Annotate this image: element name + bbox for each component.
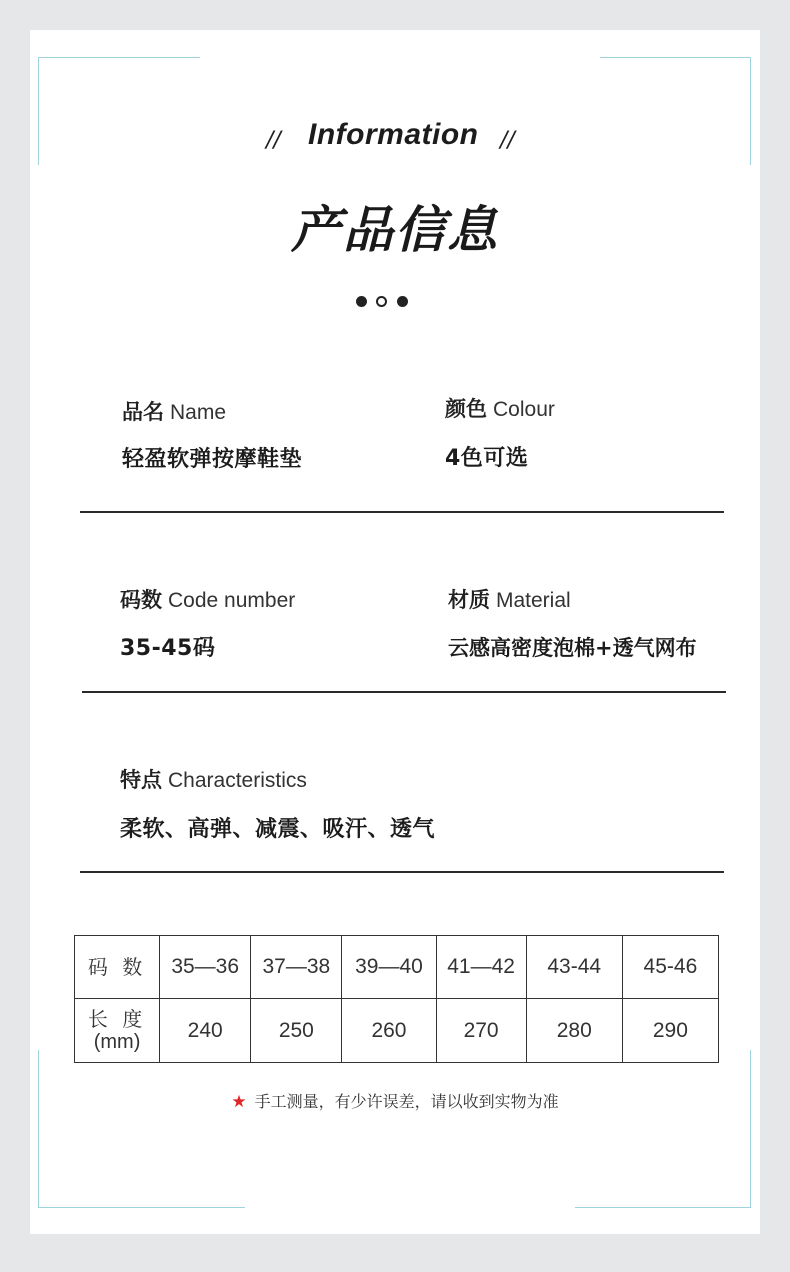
length-cell: 280: [526, 999, 622, 1063]
characteristics-label-cn: 特点: [120, 768, 162, 792]
frame-corner-line: [750, 1050, 751, 1208]
material-label-en: Material: [496, 589, 571, 612]
length-row-header-unit: (mm): [93, 1030, 141, 1053]
dot-filled: [397, 296, 408, 307]
information-header: [0, 118, 790, 162]
size-cell: 45-46: [622, 936, 718, 999]
frame-corner-line: [575, 1207, 750, 1208]
colour-label-en: Colour: [493, 398, 555, 421]
measurement-note: [0, 1089, 790, 1112]
material-value: 云感高密度泡棉+透气网布: [448, 636, 697, 660]
frame-corner-line: [600, 57, 750, 58]
length-cell: 260: [342, 999, 436, 1063]
length-cell: 240: [160, 999, 251, 1063]
characteristics-value: 柔软、高弹、减震、吸汗、透气: [120, 817, 436, 842]
size-cell: 35—36: [160, 936, 251, 999]
material-label-cn: 材质: [448, 588, 490, 612]
code-label: [120, 584, 295, 614]
frame-corner-line: [38, 1050, 39, 1208]
dot-hollow: [376, 296, 387, 307]
information-heading: Information: [308, 118, 479, 151]
size-cell: 37—38: [251, 936, 342, 999]
size-cell: 39—40: [342, 936, 436, 999]
length-row-header-line1: 长 度: [87, 1006, 147, 1031]
size-cell: 43-44: [526, 936, 622, 999]
length-cell: 250: [251, 999, 342, 1063]
size-row-header: 码 数: [75, 936, 160, 999]
code-value: 35-45码: [120, 636, 216, 661]
name-value: 轻盈软弹按摩鞋垫: [122, 447, 303, 472]
page-title: 产品信息: [291, 201, 499, 259]
star-icon: ★: [231, 1092, 247, 1112]
size-cell: 41—42: [436, 936, 526, 999]
table-row: [75, 936, 719, 999]
section-divider: [80, 871, 724, 873]
code-label-cn: 码数: [120, 588, 162, 612]
name-label-cn: 品名: [122, 400, 164, 424]
length-row-header: [75, 999, 160, 1063]
length-cell: 290: [622, 999, 718, 1063]
characteristics-label-en: Characteristics: [168, 769, 307, 792]
dots-divider: [356, 296, 416, 308]
section-divider: [82, 691, 726, 693]
length-cell: 270: [436, 999, 526, 1063]
section-divider: [80, 511, 724, 513]
table-row: [75, 999, 719, 1063]
name-label-en: Name: [170, 401, 227, 424]
colour-label: [445, 393, 555, 423]
note-text: 手工测量，有少许误差，请以收到实物为准: [254, 1092, 559, 1111]
code-label-en: Code number: [168, 589, 296, 612]
colour-value: 4色可选: [445, 446, 529, 471]
frame-corner-line: [38, 1207, 245, 1208]
size-table: [74, 935, 719, 1063]
slash-decoration-left: //: [266, 128, 281, 153]
characteristics-label: [120, 764, 307, 794]
colour-label-cn: 颜色: [445, 397, 487, 421]
dot-filled: [356, 296, 367, 307]
name-label: [122, 396, 226, 426]
frame-corner-line: [38, 57, 200, 58]
material-label: [448, 584, 571, 614]
slash-decoration-right: //: [500, 128, 515, 153]
